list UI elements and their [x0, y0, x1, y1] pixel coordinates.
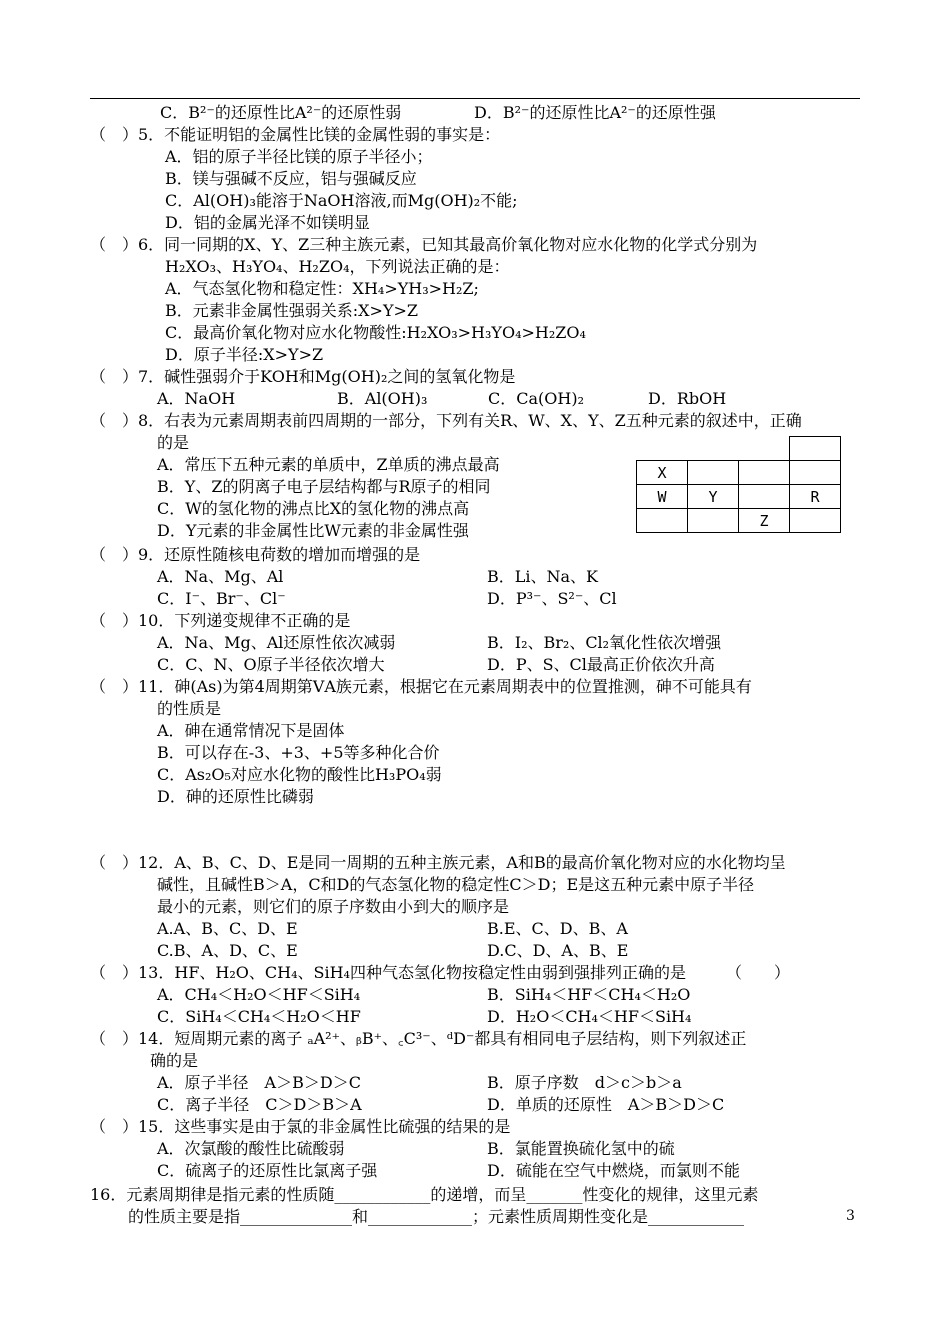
q14-stem-cont: 确的是 — [150, 1051, 199, 1070]
q12-option-a: A.A、B、C、D、E — [157, 919, 298, 938]
q14-option-b: B．原子序数 d＞c＞b＞a — [487, 1073, 682, 1092]
q12-option-c: C.B、A、D、C、E — [157, 941, 298, 960]
q8-stem-cont: 的是 — [157, 433, 190, 452]
q14-option-a: A．原子半径 A＞B＞D＞C — [157, 1073, 361, 1092]
q14-stem: （ ）14．短周期元素的离子 ₐA²⁺、ᵦB⁺、꜀C³⁻、ᵈD⁻都具有相同电子层结构，则下列叙述正 — [90, 1029, 747, 1048]
page-number: 3 — [846, 1208, 855, 1224]
q12-option-b: B.E、C、D、B、A — [487, 919, 628, 938]
table-cell-empty — [688, 437, 739, 461]
q8-option-a: A．常压下五种元素的单质中，Z单质的沸点最高 — [157, 455, 500, 474]
q14-option-c: C．离子半径 C＞D＞B＞A — [157, 1095, 362, 1114]
table-cell-empty — [739, 437, 790, 461]
q5-option-c: C．Al(OH)₃能溶于NaOH溶液,而Mg(OH)₂不能; — [165, 191, 518, 210]
q4-option-c: C．B²⁻的还原性比A²⁻的还原性弱 — [160, 103, 402, 122]
q6-option-a: A．气态氢化物和稳定性：XH₄>YH₃>H₂Z; — [165, 279, 479, 298]
q8-option-c: C．W的氢化物的沸点比X的氢化物的沸点高 — [157, 499, 470, 518]
q10-option-a: A．Na、Mg、Al还原性依次减弱 — [157, 633, 396, 652]
q10-stem: （ ）10．下列递变规律不正确的是 — [90, 611, 351, 630]
q5-option-a: A．铝的原子半径比镁的原子半径小； — [165, 147, 433, 166]
q16-line1: 16．元素周期律是指元素的性质随____________的递增，而呈_______性变化的规律，这里元素 — [90, 1185, 759, 1204]
q12-stem: （ ）12．A、B、C、D、E是同一周期的五种主族元素，A和B的最高价氧化物对应的水化物均呈 — [90, 853, 786, 872]
table-cell-blank — [688, 509, 739, 533]
table-cell-blank — [688, 461, 739, 485]
q8-option-b: B．Y、Z的阴离子电子层结构都与R原子的相同 — [157, 477, 491, 496]
table-cell-blank — [790, 437, 841, 461]
q14-option-d: D．单质的还原性 A＞B＞D＞C — [487, 1095, 725, 1114]
q5-option-b: B．镁与强碱不反应，铝与强碱反应 — [165, 169, 417, 188]
table-cell-blank — [790, 509, 841, 533]
q10-option-d: D．P、S、Cl最高正价依次升高 — [487, 655, 715, 674]
q8-option-d: D．Y元素的非金属性比W元素的非金属性强 — [157, 521, 469, 540]
q11-option-d: D．砷的还原性比磷弱 — [157, 787, 314, 806]
q12-stem-cont: 碱性，且碱性B＞A，C和D的气态氢化物的稳定性C＞D；E是这五种元素中原子半径 — [157, 875, 755, 894]
q7-option-c: C．Ca(OH)₂ — [488, 389, 584, 408]
q5-stem: （ ）5．不能证明铝的金属性比镁的金属性弱的事实是： — [90, 125, 501, 144]
q7-stem: （ ）7．碱性强弱介于KOH和Mg(OH)₂之间的氢氧化物是 — [90, 367, 516, 386]
q15-stem: （ ）15．这些事实是由于氯的非金属性比硫强的结果的是 — [90, 1117, 511, 1136]
q13-option-b: B．SiH₄＜HF＜CH₄＜H₂O — [487, 985, 691, 1004]
q11-stem: （ ）11．砷(As)为第4周期第ⅤA族元素，根据它在元素周期表中的位置推测，砷不可能具有 — [90, 677, 752, 696]
q15-option-b: B．氯能置换硫化氢中的硫 — [487, 1139, 675, 1158]
q9-option-b: B．Li、Na、K — [487, 567, 598, 586]
table-cell-blank — [739, 485, 790, 509]
q6-option-d: D．原子半径:X>Y>Z — [165, 345, 324, 364]
q15-option-d: D．硫能在空气中燃烧，而氯则不能 — [487, 1161, 740, 1180]
q16-line2: 的性质主要是指______________和_____________；元素性质周期性变化是____________ — [128, 1207, 745, 1226]
q6-option-b: B．元素非金属性强弱关系:X>Y>Z — [165, 301, 419, 320]
q12-option-d: D.C、D、A、B、E — [487, 941, 629, 960]
table-cell-x: X — [637, 461, 688, 485]
q6-option-c: C．最高价氧化物对应水化物酸性:H₂XO₃>H₃YO₄>H₂ZO₄ — [165, 323, 586, 342]
q10-option-c: C．C、N、O原子半径依次增大 — [157, 655, 385, 674]
q7-option-b: B．Al(OH)₃ — [337, 389, 428, 408]
q12-stem-cont2: 最小的元素，则它们的原子序数由小到大的顺序是 — [157, 897, 510, 916]
q13-stem: （ ）13．HF、H₂O、CH₄、SiH₄四种气态氢化物按稳定性由弱到强排列正确的是 （ ） — [90, 963, 790, 982]
q9-stem: （ ）9．还原性随核电荷数的增加而增强的是 — [90, 545, 421, 564]
q13-option-d: D．H₂O＜CH₄＜HF＜SiH₄ — [487, 1007, 692, 1026]
q6-stem-cont: H₂XO₃、H₃YO₄、H₂ZO₄，下列说法正确的是： — [165, 257, 510, 276]
q9-option-d: D．P³⁻、S²⁻、Cl — [487, 589, 617, 608]
table-cell-blank — [739, 461, 790, 485]
table-cell-blank — [790, 461, 841, 485]
table-cell-r: R — [790, 485, 841, 509]
q11-stem-cont: 的性质是 — [157, 699, 222, 718]
header-rule — [90, 98, 860, 99]
q6-stem: （ ）6．同一同期的X、Y、Z三种主族元素，已知其最高价氧化物对应水化物的化学式分别为 — [90, 235, 758, 254]
q8-stem: （ ）8．右表为元素周期表前四周期的一部分，下列有关R、W、X、Y、Z五种元素的叙述中，正确 — [90, 411, 802, 430]
q9-option-c: C．I⁻、Br⁻、Cl⁻ — [157, 589, 286, 608]
table-cell-blank — [637, 509, 688, 533]
q15-option-a: A．次氯酸的酸性比硫酸弱 — [157, 1139, 345, 1158]
table-cell-y: Y — [688, 485, 739, 509]
q7-option-a: A．NaOH — [157, 389, 236, 408]
q7-option-d: D．RbOH — [648, 389, 727, 408]
q5-option-d: D．铝的金属光泽不如镁明显 — [165, 213, 370, 232]
q13-option-a: A．CH₄＜H₂O＜HF＜SiH₄ — [157, 985, 361, 1004]
q11-option-c: C．As₂O₅对应水化物的酸性比H₃PO₄弱 — [157, 765, 442, 784]
periodic-table-fragment — [636, 436, 841, 533]
q11-option-a: A．砷在通常情况下是固体 — [157, 721, 345, 740]
q10-option-b: B．I₂、Br₂、Cl₂氧化性依次增强 — [487, 633, 722, 652]
q4-option-d: D．B²⁻的还原性比A²⁻的还原性强 — [474, 103, 716, 122]
table-cell-empty — [637, 437, 688, 461]
q11-option-b: B．可以存在-3、+3、+5等多种化合价 — [157, 743, 440, 762]
table-cell-w: W — [637, 485, 688, 509]
table-cell-z: Z — [739, 509, 790, 533]
q9-option-a: A．Na、Mg、Al — [157, 567, 284, 586]
q15-option-c: C．硫离子的还原性比氯离子强 — [157, 1161, 378, 1180]
q13-option-c: C．SiH₄＜CH₄＜H₂O＜HF — [157, 1007, 361, 1026]
